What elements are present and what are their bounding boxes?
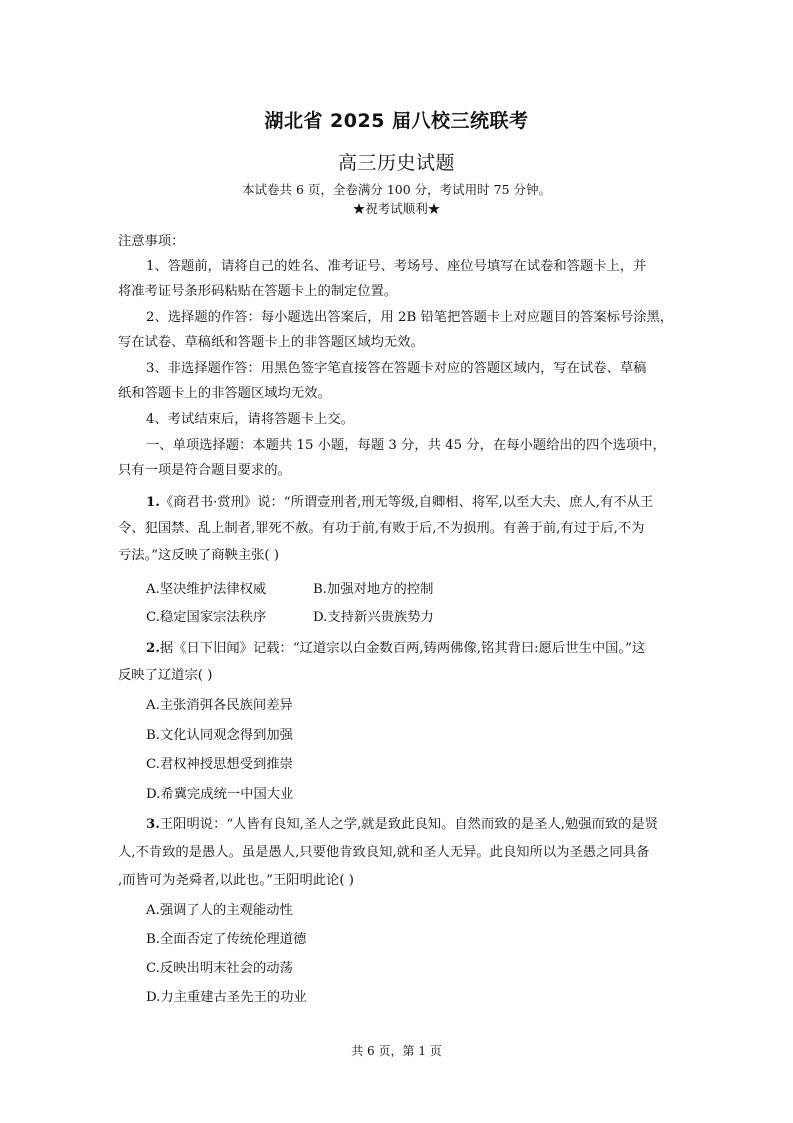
question-1-option-c: C.稳定国家宗法秩序 [146,610,267,625]
question-1-line-2: 令、犯国禁、乱上制者,罪死不赦。有功于前,有败于后,不为损刑。有善于前,有过于后,不为 [118,521,645,536]
note-1-line-1: 1、答题前，请将自己的姓名、准考证号、考场号、座位号填写在试卷和答题卡上，并 [146,259,647,274]
question-2-line-1: 据《日下旧闻》记载：“辽道宗以白金数百两,铸两佛像,铭其背曰:愿后世生中国。”这 [159,641,646,656]
question-2-option-c: C.君权神授思想受到推崇 [146,757,293,772]
note-3-line-2: 纸和答题卡上的非答题区域均无效。 [118,386,331,401]
exam-subtitle: 高三历史试题 [337,152,455,174]
question-3-line-2: 人,不肯致的是愚人。虽是愚人,只要他肯致良知,就和圣人无异。此良知所以为圣愚之同具备 [118,845,650,860]
question-3-option-a: A.强调了人的主观能动性 [146,903,293,918]
question-3-option-b: B.全面否定了传统伦理道德 [146,932,307,947]
exam-wish: ★祝考试顺利★ [352,201,441,216]
exam-info: 本试卷共 6 页，全卷满分 100 分，考试用时 75 分钟。 [241,182,552,197]
section-1-line-1: 一、单项选择题：本题共 15 小题，每题 3 分，共 45 分，在每小题给出的四个选项中， [146,438,666,453]
question-1-number: 1. [146,495,160,510]
question-3-line-1: 王阳明说：“人皆有良知,圣人之学,就是致此良知。自然而致的是圣人,勉强而致的是贤 [159,817,659,832]
note-2-line-2: 写在试卷、草稿纸和答题卡上的非答题区域均无效。 [118,335,424,350]
question-2-number: 2. [146,641,160,656]
question-2-option-d: D.希冀完成统一中国大业 [146,787,294,802]
question-2-option-b: B.文化认同观念得到加强 [146,728,293,743]
question-2 [146,641,645,657]
question-3-option-c: C.反映出明末社会的动荡 [146,961,293,976]
question-1 [146,495,653,511]
note-2-line-1: 2、选择题的作答：每小题选出答案后，用 2B 铅笔把答题卡上对应题目的答案标号涂黑， [146,310,674,325]
question-1-line-3: 亏法。”这反映了商鞅主张( ) [118,548,280,563]
exam-title: 湖北省 2025 届八校三统联考 [264,110,529,132]
note-3-line-1: 3、非选择题作答：用黑色签字笔直接答在答题卡对应的答题区域内，写在试卷、草稿 [146,361,647,376]
question-1-line-1: 《商君书·赏刑》说：“所谓壹刑者,刑无等级,自卿相、将军,以至大夫、庶人,有不从王 [159,495,654,510]
question-3-option-d: D.力主重建古圣先王的功业 [146,990,307,1005]
section-1-line-2: 只有一项是符合题目要求的。 [118,463,291,478]
question-2-option-a: A.主张消弭各民族间差异 [146,698,293,713]
question-3-line-3: ,而皆可为尧舜者,以此也。”王阳明此论( ) [118,873,354,888]
question-3-number: 3. [146,817,160,832]
note-1-line-2: 将准考证号条形码粘贴在答题卡上的制定位置。 [118,284,398,299]
question-2-line-2: 反映了辽道宗( ) [118,668,213,683]
notes-heading: 注意事项： [118,234,185,249]
question-1-option-a: A.坚决维护法律权威 [146,582,267,597]
question-3 [146,817,658,833]
question-1-option-b: B.加强对地方的控制 [313,582,434,597]
question-1-option-d: D.支持新兴贵族势力 [313,610,434,625]
page-footer: 共 6 页，第 1 页 [351,1044,442,1058]
note-4: 4、考试结束后，请将答题卡上交。 [146,412,354,427]
